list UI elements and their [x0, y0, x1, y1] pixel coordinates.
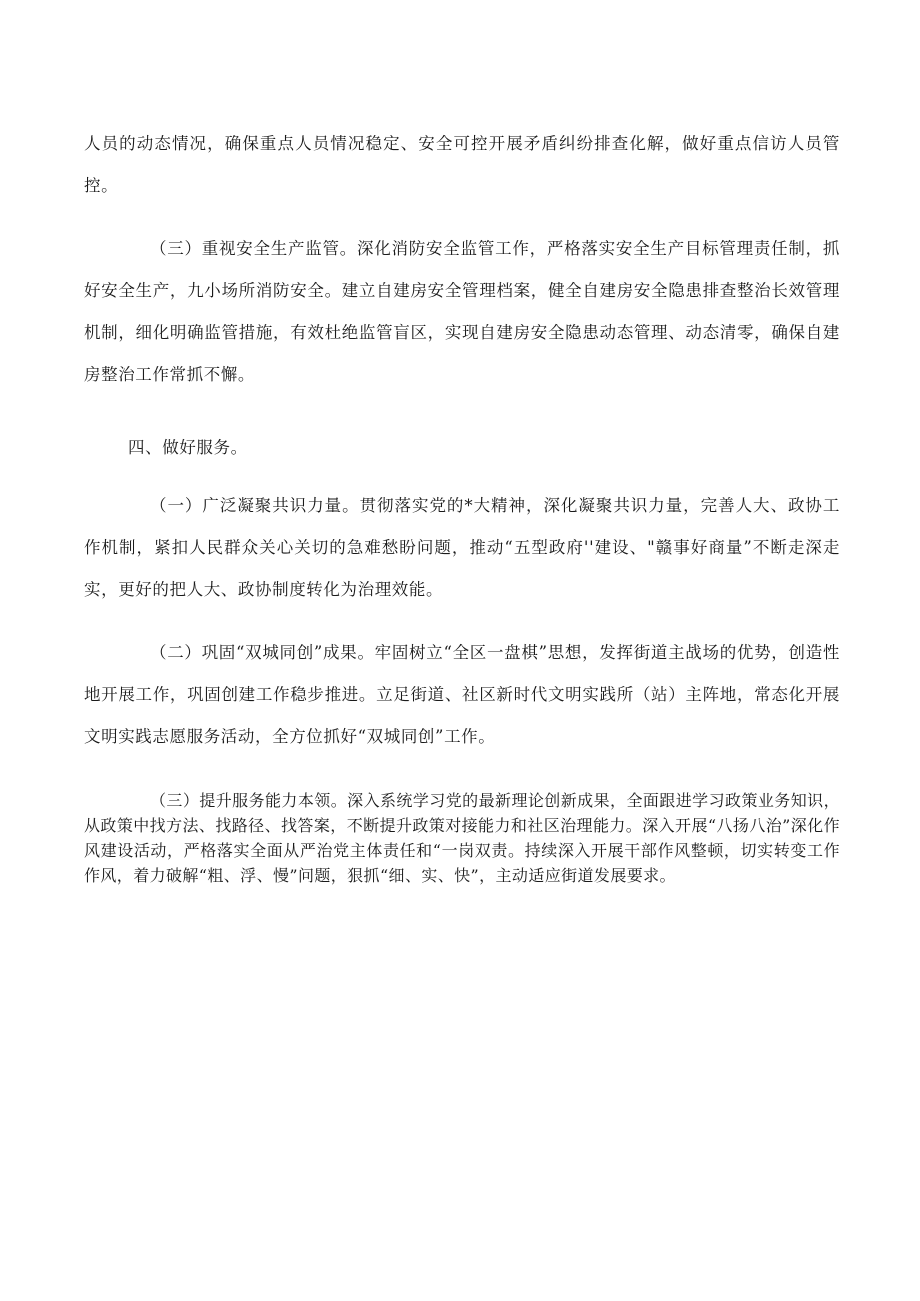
paragraph-service-capability: （三）提升服务能力本领。深入系统学习党的最新理论创新成果，全面跟进学习政策业务知识，从政策中找方法、找路径、找答案，不断提升政策对接能力和社区治理能力。深入开展“八扬八治”深化作风建设活动，严格落实全面从严治党主体责任和“一岗双责。持续深入开展干部作风整顿，切实转变工作作风，着力破解“粗、浮、慢”问题，狠抓“细、实、快”，主动适应街道发展要求。	[84, 791, 840, 885]
paragraph-consensus: （一）广泛凝聚共识力量。贯彻落实党的*大精神，深化凝聚共识力量，完善人大、政协工作机制，紧扣人民群众关心关切的急难愁盼问题，推动“五型政府''建设、"赣事好商量”不断走深走实，更好的把人大、政协制度转化为治理效能。	[84, 496, 840, 599]
paragraph-personnel-control: 人员的动态情况，确保重点人员情况稳定、安全可控开展矛盾纠纷排查化解，做好重点信访人员管控。	[84, 134, 840, 195]
section-heading-services: 四、做好服务。	[128, 438, 248, 457]
paragraph-dual-city: （二）巩固“双城同创”成果。牢固树立“全区一盘棋”思想，发挥街道主战场的优势，创造性地开展工作，巩固创建工作稳步推进。立足街道、社区新时代文明实践所（站）主阵地，常态化开展文明实践志愿服务活动，全方位抓好“双城同创”工作。	[84, 643, 840, 746]
paragraph-safety-supervision: （三）重视安全生产监管。深化消防安全监管工作，严格落实安全生产目标管理责任制，抓好安全生产，九小场所消防安全。建立自建房安全管理档案，健全自建房安全隐患排查整治长效管理机制，细化明确监管措施，有效杜绝监管盲区，实现自建房安全隐患动态管理、动态清零，确保自建房整治工作常抓不懈。	[84, 239, 840, 384]
